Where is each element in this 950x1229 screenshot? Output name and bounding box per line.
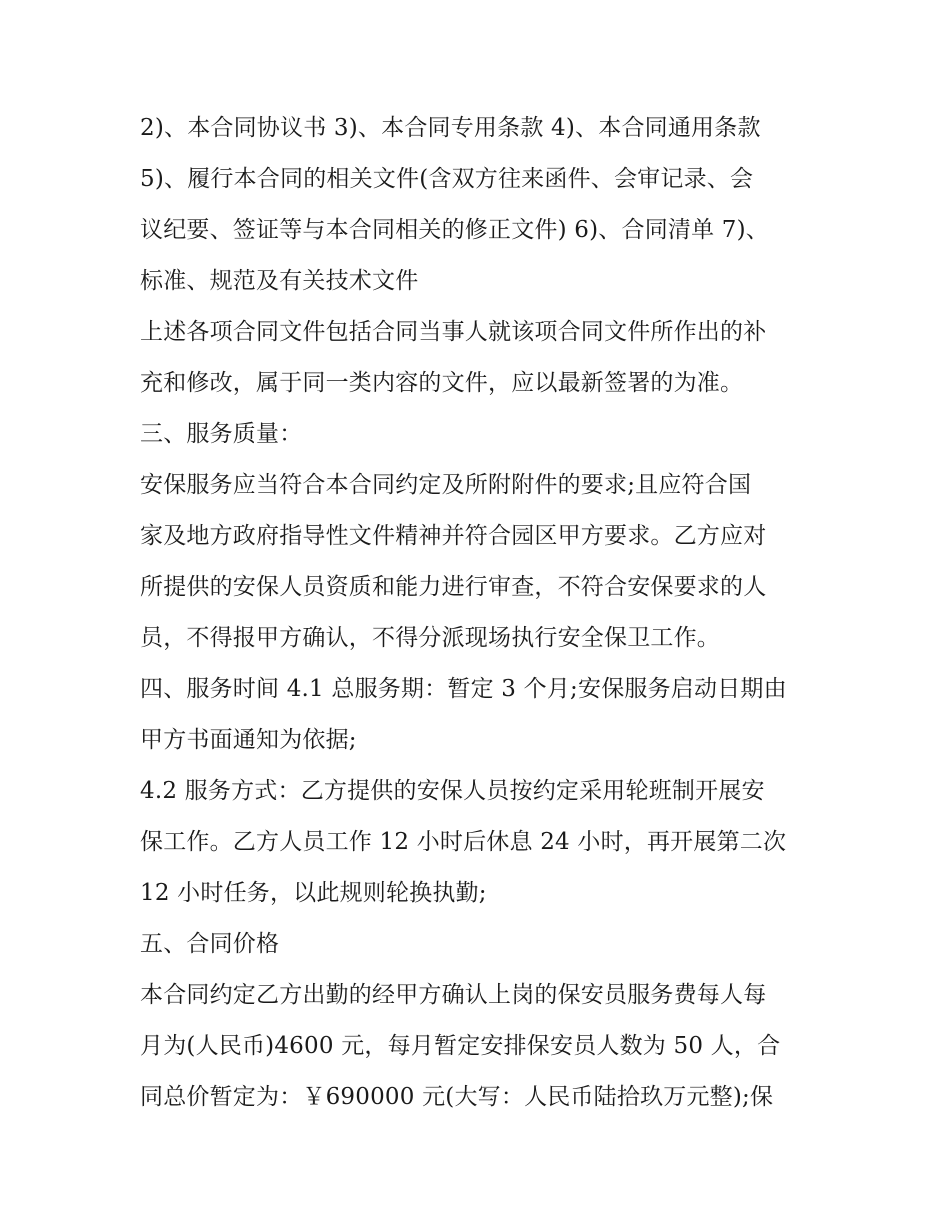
text-line: 2)、本合同协议书 3)、本合同专用条款 4)、本合同通用条款 (140, 115, 761, 141)
document-body (140, 103, 830, 1123)
text-line: 本合同约定乙方出勤的经甲方确认上岗的保安员服务费每人每 (140, 982, 767, 1008)
text-line: 同总价暂定为：￥690000 元(大写：人民币陆拾玖万元整);保 (140, 1084, 774, 1110)
text-line: 议纪要、签证等与本合同相关的修正文件) 6)、合同清单 7)、 (140, 217, 770, 243)
text-line: 标准、规范及有关技术文件 (140, 268, 419, 294)
section-heading: 四、服务时间 4.1 总服务期：暂定 3 个月;安保服务启动日期由 (140, 676, 787, 702)
text-line: 12 小时任务，以此规则轮换执勤; (140, 880, 487, 906)
text-line: 4.2 服务方式：乙方提供的安保人员按约定采用轮班制开展安 (140, 778, 765, 804)
text-line: 充和修改，属于同一类内容的文件，应以最新签署的为准。 (140, 370, 744, 396)
text-line: 上述各项合同文件包括合同当事人就该项合同文件所作出的补 (140, 319, 767, 345)
text-line: 员，不得报甲方确认，不得分派现场执行安全保卫工作。 (140, 625, 720, 651)
section-heading: 五、合同价格 (140, 931, 280, 957)
text-line: 保工作。乙方人员工作 12 小时后休息 24 小时，再开展第二次 (140, 829, 787, 855)
text-line: 家及地方政府指导性文件精神并符合园区甲方要求。乙方应对 (140, 523, 767, 549)
text-line: 甲方书面通知为依据; (140, 727, 357, 753)
text-line: 安保服务应当符合本合同约定及所附附件的要求;且应符合国 (140, 472, 752, 498)
section-heading: 三、服务质量： (140, 421, 303, 447)
text-line: 5)、履行本合同的相关文件(含双方往来函件、会审记录、会 (140, 166, 754, 192)
text-line: 月为(人民币)4600 元，每月暂定安排保安员人数为 50 人，合 (140, 1033, 781, 1059)
text-line: 所提供的安保人员资质和能力进行审查，不符合安保要求的人 (140, 574, 767, 600)
